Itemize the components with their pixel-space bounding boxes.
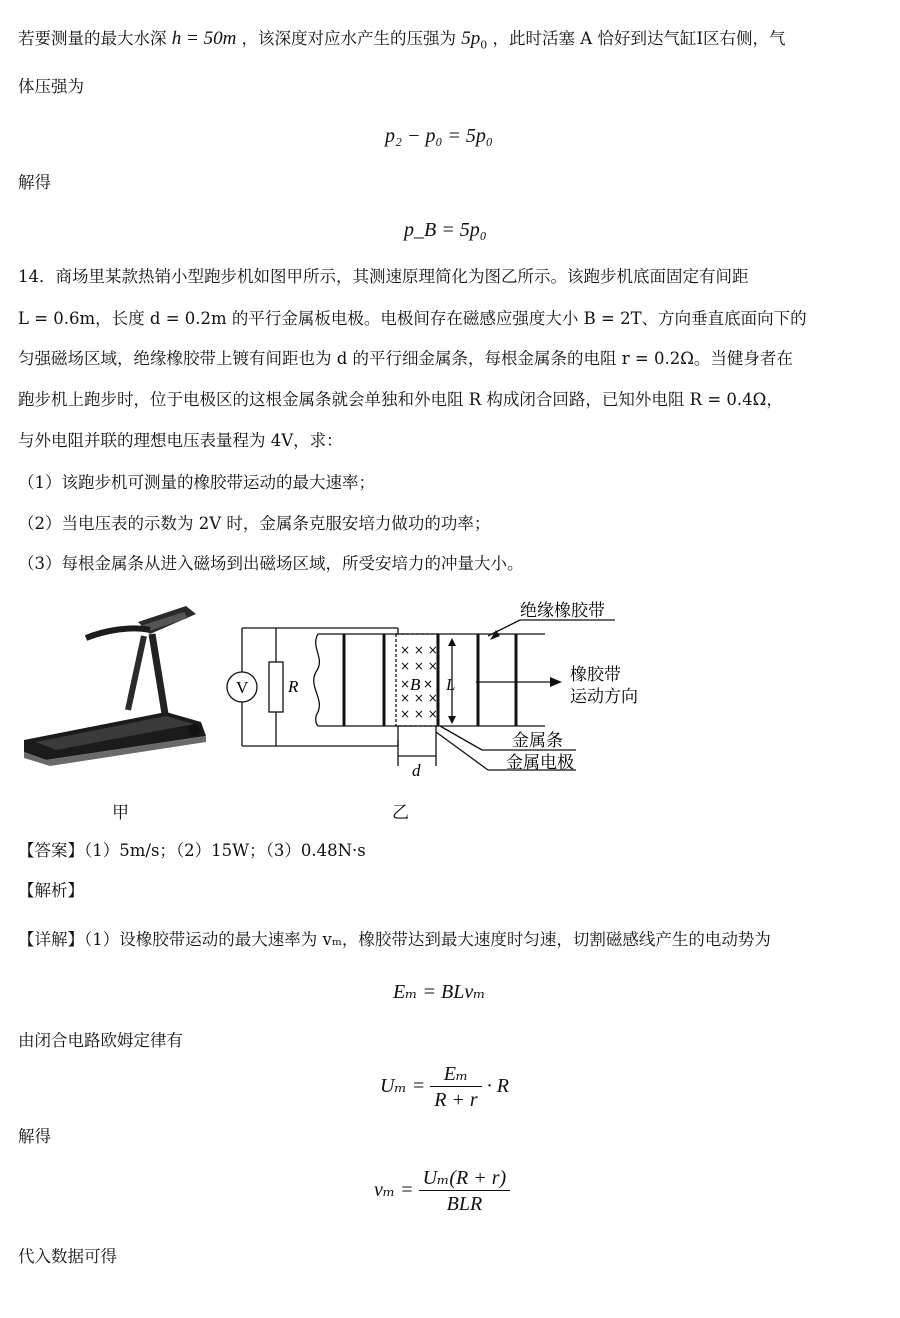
svg-text:× × ×: × × × (400, 707, 438, 721)
equation-fraction: vₘ = $\frac{\text{Uₘ(R + r)}}{\text{BLR}}$ (374, 1166, 510, 1217)
text-line: 与外电阻并联的理想电压表量程为 4V，求： (18, 431, 343, 450)
label-metal-strip: 金属条 (512, 731, 563, 751)
label-electrode: 金属电极 (506, 753, 574, 773)
analysis-heading: 【解析】 (18, 881, 84, 900)
equation: p₂ − p₀ = 5p₀ (385, 125, 493, 147)
detail-line: 【详解】（1）设橡胶带运动的最大速率为 vₘ，橡胶带达到最大速度时匀速，切割磁感线产生的电动势为 (18, 930, 771, 949)
equation-fraction: Uₘ = $\frac{\text{Eₘ}}{R + r}$ · R (380, 1063, 509, 1111)
svg-text:× × ×: × × × (400, 643, 438, 657)
text-line: L = 0.6m，长度 d = 0.2m 的平行金属板电极。电极间存在磁感应强度大小 B = 2T、方向垂直底面向下的 (18, 309, 807, 328)
field-label: B (410, 675, 421, 694)
caption-yi: 乙 (392, 803, 409, 823)
text-line: 体压强为 (18, 77, 84, 96)
text-line: 解得 (18, 1127, 51, 1146)
length-label: L (446, 675, 456, 694)
question-3: （3）每根金属条从进入磁场到出磁场区域，所受安培力的冲量大小。 (18, 554, 524, 573)
label-direction-2: 运动方向 (570, 687, 638, 707)
treadmill-photo (16, 600, 216, 775)
width-label: d (412, 761, 421, 780)
equation: p_B = 5p₀ (404, 219, 487, 241)
svg-text:× × ×: × × × (400, 659, 438, 673)
problem-stem: 14．商场里某款热销小型跑步机如图甲所示，其测速原理简化为图乙所示。该跑步机底面固定有间距 (18, 267, 749, 286)
text-line: 跑步机上跑步时，位于电极区的这根金属条就会单独和外电阻 R 构成闭合回路，已知外电阻 R = 0.4Ω， (18, 390, 783, 409)
svg-text:×: × (400, 677, 411, 691)
question-1: （1）该跑步机可测量的橡胶带运动的最大速率； (18, 473, 375, 492)
text-line: 由闭合电路欧姆定律有 (18, 1031, 183, 1050)
equation: Eₘ = BLvₘ (393, 981, 486, 1003)
svg-text:× × ×: × × × (400, 691, 438, 705)
text-line: 解得 (18, 173, 51, 192)
text-line: 代入数据可得 (18, 1247, 117, 1266)
label-direction-1: 橡胶带 (570, 665, 621, 685)
voltmeter-label: V (236, 678, 249, 697)
resistor-label: R (288, 677, 299, 696)
text-line: 若要测量的最大水深 h = 50m ，该深度对应水产生的压强为 $5p_0$ ，此时活塞 A 恰好到达气缸Ⅰ区右侧，气 (18, 28, 786, 52)
svg-text:×: × (423, 677, 434, 691)
question-2: （2）当电压表的示数为 2V 时，金属条克服安培力做功的功率； (18, 514, 491, 533)
caption-jia: 甲 (112, 803, 129, 823)
circuit-diagram (220, 600, 660, 790)
text-line: 匀强磁场区域，绝缘橡胶带上镀有间距也为 d 的平行细金属条，每根金属条的电阻 r = 0.2Ω。当健身者在 (18, 349, 793, 368)
answer-line: 【答案】（1）5m/s；（2）15W；（3）0.48N·s (18, 841, 366, 860)
label-rubber-belt: 绝缘橡胶带 (520, 601, 605, 621)
